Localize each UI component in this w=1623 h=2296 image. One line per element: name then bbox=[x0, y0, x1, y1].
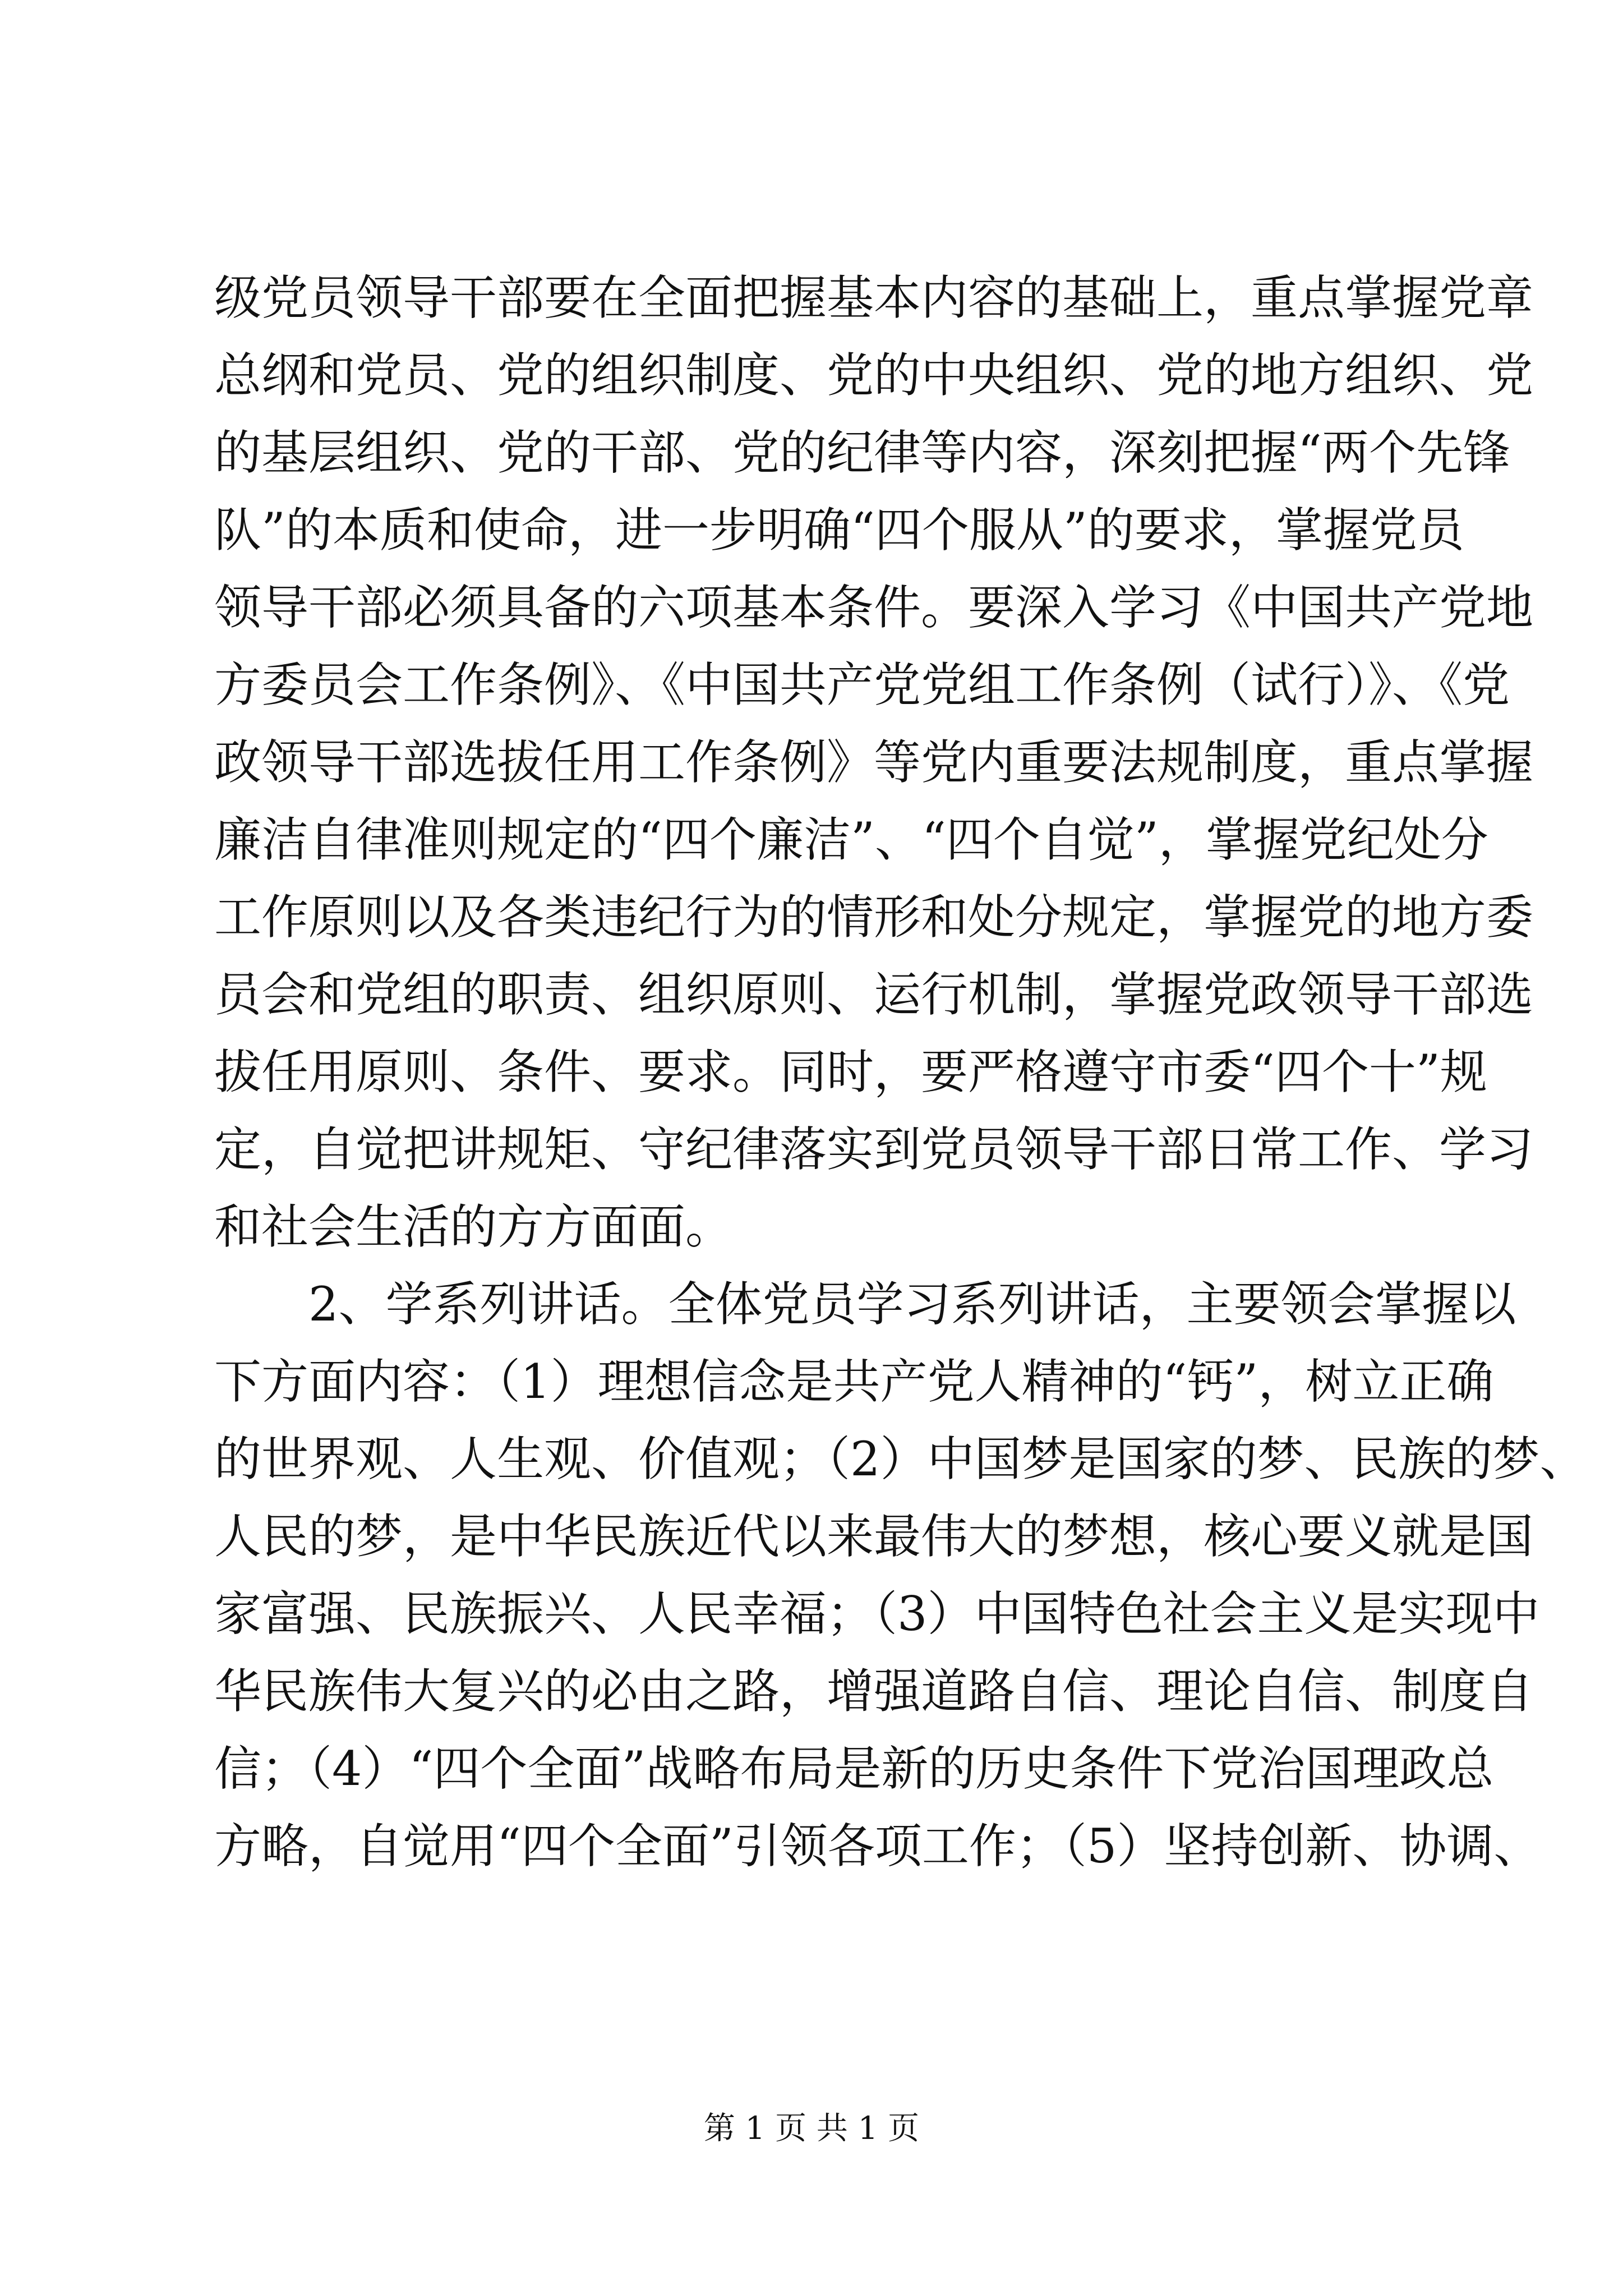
text-line: 队”的本质和使命，进一步明确“四个服从”的要求，掌握党员 bbox=[214, 503, 1464, 558]
page-number-footer: 第 1 页 共 1 页 bbox=[703, 2110, 920, 2147]
text-line: 定，自觉把讲规矩、守纪律落实到党员领导干部日常工作、学习 bbox=[214, 1122, 1534, 1177]
text-line: 领导干部必须具备的六项基本条件。要深入学习《中国共产党地 bbox=[214, 580, 1534, 635]
text-line: 华民族伟大复兴的必由之路，增强道路自信、理论自信、制度自 bbox=[214, 1664, 1534, 1719]
text-line: 信；（4）“四个全面”战略布局是新的历史条件下党治国理政总 bbox=[214, 1741, 1494, 1796]
text-line: 拔任用原则、条件、要求。同时，要严格遵守市委“四个十”规 bbox=[214, 1045, 1487, 1099]
paragraph-start-line: 2、学系列讲话。全体党员学习系列讲话，主要领会掌握以 bbox=[308, 1277, 1516, 1332]
document-body bbox=[214, 259, 1587, 1885]
text-line: 人民的梦，是中华民族近代以来最伟大的梦想，核心要义就是国 bbox=[214, 1509, 1534, 1564]
text-line: 下方面内容：（1）理想信念是共产党人精神的“钙”，树立正确 bbox=[214, 1354, 1494, 1409]
text-line: 政领导干部选拔任用工作条例》等党内重要法规制度，重点掌握 bbox=[214, 735, 1534, 790]
text-line: 家富强、民族振兴、人民幸福；（3）中国特色社会主义是实现中 bbox=[214, 1586, 1540, 1641]
text-line: 廉洁自律准则规定的“四个廉洁”、“四个自觉”，掌握党纪处分 bbox=[214, 812, 1488, 867]
text-line: 和社会生活的方方面面。 bbox=[214, 1199, 733, 1254]
text-line: 员会和党组的职责、组织原则、运行机制，掌握党政领导干部选 bbox=[214, 967, 1534, 1022]
text-line: 工作原则以及各类违纪行为的情形和处分规定，掌握党的地方委 bbox=[214, 890, 1534, 945]
text-line: 的世界观、人生观、价值观；（2）中国梦是国家的梦、民族的梦、 bbox=[214, 1432, 1587, 1487]
text-line: 方委员会工作条例》、《中国共产党党组工作条例（试行）》、《党 bbox=[214, 657, 1510, 712]
text-line: 总纲和党员、党的组织制度、党的中央组织、党的地方组织、党 bbox=[214, 348, 1534, 403]
text-line: 级党员领导干部要在全面把握基本内容的基础上，重点掌握党章 bbox=[214, 270, 1534, 325]
text-line: 的基层组织、党的干部、党的纪律等内容，深刻把握“两个先锋 bbox=[214, 425, 1510, 480]
text-line: 方略，自觉用“四个全面”引领各项工作；（5）坚持创新、协调、 bbox=[214, 1819, 1541, 1874]
